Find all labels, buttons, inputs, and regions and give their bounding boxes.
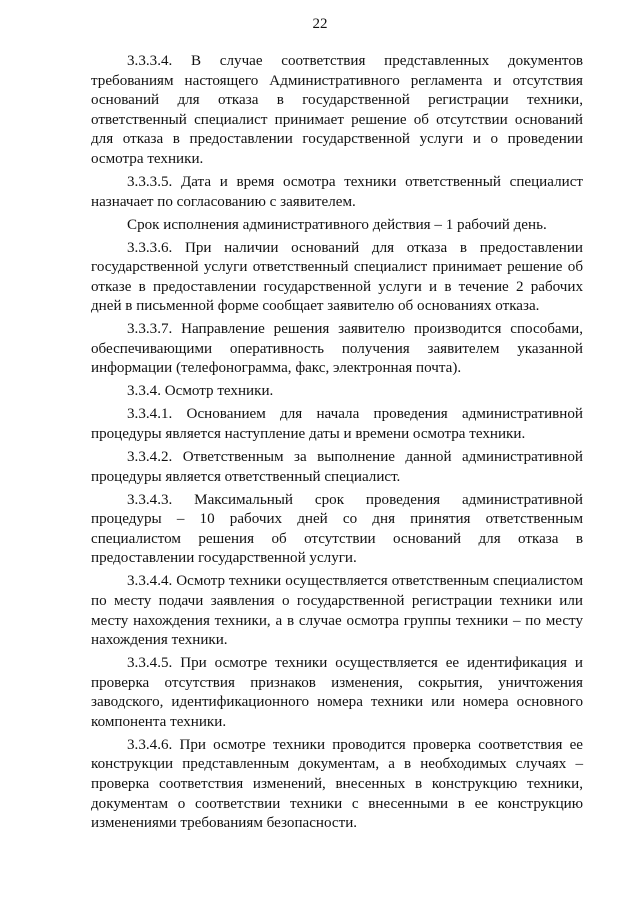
paragraph-3-3-4-3: 3.3.4.3. Максимальный срок проведения административной процедуры – 10 рабочих дней со дня принятия ответственным специалистом решения об отсутствии оснований для отказа в предоставлении государственной услуги. [91, 491, 583, 567]
paragraph-3-3-4: 3.3.4. Осмотр техники. [127, 383, 274, 400]
page-number: 22 [312, 16, 328, 32]
paragraph-3-3-3-7: 3.3.3.7. Направление решения заявителю производится способами, обеспечивающими оперативность получения заявителем указанной информации (телефонограмма, факс, электронная почта). [91, 321, 583, 377]
paragraph-3-3-3-6: 3.3.3.6. При наличии оснований для отказа в предоставлении государственной услуги ответственный специалист принимает решение об отказе в предоставлении государственной услуги и в течение 2 рабочих дней в письменной форме сообщает заявителю об основаниях отказа. [91, 239, 583, 315]
paragraph-3-3-4-5: 3.3.4.5. При осмотре техники осуществляется ее идентификация и проверка отсутствия признаков изменения, сокрытия, уничтожения заводского, идентификационного номера техники или номера основного компонента техники. [91, 655, 583, 730]
document-body [91, 52, 583, 837]
paragraph-3-3-3-4: 3.3.3.4. В случае соответствия представленных документов требованиям настоящего Административного регламента и отсутствия оснований для отказа в государственной регистрации техники, ответственный специалист принимает решение об отсутствии оснований для отказа в предоставлении государственной услуги и о проведении осмотра техники. [91, 53, 583, 167]
paragraph-3-3-3-5: 3.3.3.5. Дата и время осмотра техники ответственный специалист назначает по согласованию с заявителем. [91, 173, 583, 210]
paragraph-3-3-4-2: 3.3.4.2. Ответственным за выполнение данной административной процедуры является ответственный специалист. [91, 449, 583, 485]
paragraph-3-3-4-4: 3.3.4.4. Осмотр техники осуществляется ответственным специалистом по месту подачи заявления о государственной регистрации техники или месту нахождения техники, а в случае осмотра группы техники – по месту нахождения техники. [91, 573, 583, 649]
paragraph-deadline: Срок исполнения административного действия – 1 рабочий день. [127, 216, 547, 233]
paragraph-3-3-4-1: 3.3.4.1. Основанием для начала проведения административной процедуры является наступление даты и времени осмотра техники. [91, 406, 583, 443]
paragraph-3-3-4-6: 3.3.4.6. При осмотре техники проводится проверка соответствия ее конструкции представленным документам, а в необходимых случаях – проверка соответствия изменений, внесенных в конструкцию техники, документам о соответствии техники с внесенными в ее конструкцию изменениями требованиям безопасности. [91, 736, 583, 832]
